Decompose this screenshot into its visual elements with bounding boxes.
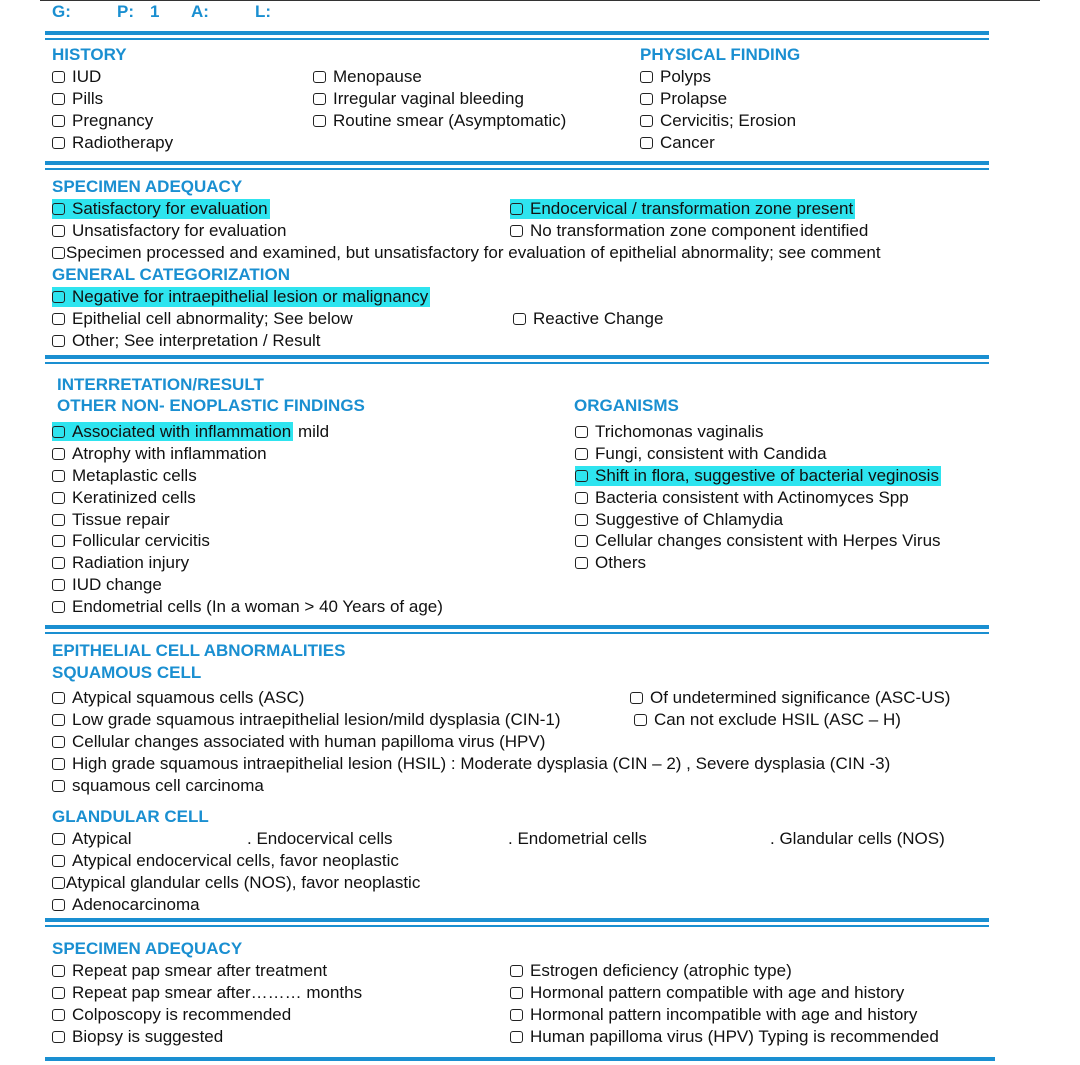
checkbox-icon[interactable] bbox=[52, 137, 65, 149]
glandular-title: GLANDULAR CELL bbox=[52, 807, 209, 826]
organism-others[interactable]: Others bbox=[575, 553, 646, 573]
glandular-endometrial-option[interactable]: . Endometrial cells bbox=[508, 829, 647, 848]
finding-radiation[interactable]: Radiation injury bbox=[52, 553, 189, 573]
divider bbox=[45, 918, 989, 922]
history-irregular-bleeding[interactable]: Irregular vaginal bleeding bbox=[313, 89, 524, 109]
para-value: 1 bbox=[150, 2, 160, 21]
checkbox-icon[interactable] bbox=[52, 71, 65, 83]
checkbox-icon[interactable] bbox=[575, 557, 588, 569]
recommend-hpv-typing[interactable]: Human papilloma virus (HPV) Typing is recommended bbox=[510, 1027, 939, 1047]
general-negative[interactable]: Negative for intraepithelial lesion or malignancy bbox=[52, 287, 430, 307]
checkbox-icon[interactable] bbox=[52, 579, 65, 591]
checkbox-icon[interactable] bbox=[52, 833, 65, 845]
organism-shift-flora[interactable]: Shift in flora, suggestive of bacterial veginosis bbox=[575, 466, 941, 486]
checkbox-icon[interactable] bbox=[52, 426, 65, 438]
finding-iud[interactable]: IUD change bbox=[52, 575, 162, 595]
checkbox-icon[interactable] bbox=[575, 514, 588, 526]
recommend-hormonal-incompatible[interactable]: Hormonal pattern incompatible with age and history bbox=[510, 1005, 917, 1025]
divider bbox=[45, 31, 989, 35]
checkbox-icon[interactable] bbox=[313, 71, 326, 83]
physical-polyps[interactable]: Polyps bbox=[640, 67, 711, 87]
recommend-estrogen[interactable]: Estrogen deficiency (atrophic type) bbox=[510, 961, 792, 981]
checkbox-icon[interactable] bbox=[52, 877, 65, 889]
adequacy-title: SPECIMEN ADEQUACY bbox=[52, 177, 243, 196]
divider bbox=[45, 925, 989, 927]
glandular-adenocarcinoma[interactable]: Adenocarcinoma bbox=[52, 895, 200, 915]
general-title: GENERAL CATEGORIZATION bbox=[52, 265, 290, 284]
glandular-endocervical-option[interactable]: . Endocervical cells bbox=[247, 829, 393, 848]
divider bbox=[45, 1057, 995, 1061]
physical-title: PHYSICAL FINDING bbox=[640, 45, 801, 64]
checkbox-icon[interactable] bbox=[52, 601, 65, 613]
recommend-repeat-months[interactable]: Repeat pap smear after……… months bbox=[52, 983, 362, 1003]
checkbox-icon[interactable] bbox=[52, 470, 65, 482]
non-neoplastic-title: OTHER NON- ENOPLASTIC FINDINGS bbox=[57, 396, 365, 415]
divider bbox=[45, 168, 989, 170]
checkbox-icon[interactable] bbox=[513, 313, 526, 325]
checkbox-icon[interactable] bbox=[52, 313, 65, 325]
checkbox-icon[interactable] bbox=[52, 291, 65, 303]
checkbox-icon[interactable] bbox=[510, 1009, 523, 1021]
general-epithelial[interactable]: Epithelial cell abnormality; See below bbox=[52, 309, 353, 329]
finding-tissue-repair[interactable]: Tissue repair bbox=[52, 510, 170, 530]
organism-fungi[interactable]: Fungi, consistent with Candida bbox=[575, 444, 827, 464]
glandular-nos-option[interactable]: . Glandular cells (NOS) bbox=[770, 829, 945, 848]
squamous-hsil[interactable]: High grade squamous intraepithelial lesion (HSIL) : Moderate dysplasia (CIN – 2) , Severe dysplasia (CIN -3) bbox=[52, 754, 890, 774]
checkbox-icon[interactable] bbox=[52, 225, 65, 237]
divider bbox=[45, 632, 989, 634]
checkbox-icon[interactable] bbox=[510, 965, 523, 977]
recommend-colposcopy[interactable]: Colposcopy is recommended bbox=[52, 1005, 291, 1025]
checkbox-icon[interactable] bbox=[52, 492, 65, 504]
history-menopause[interactable]: Menopause bbox=[313, 67, 422, 87]
checkbox-icon[interactable] bbox=[52, 855, 65, 867]
adequacy-endocervical[interactable]: Endocervical / transformation zone present bbox=[510, 199, 855, 219]
checkbox-icon[interactable] bbox=[640, 115, 653, 127]
adequacy-no-tz[interactable]: No transformation zone component identified bbox=[510, 221, 868, 241]
epithelial-title: EPITHELIAL CELL ABNORMALITIES bbox=[52, 641, 346, 660]
finding-metaplastic[interactable]: Metaplastic cells bbox=[52, 466, 197, 486]
squamous-asc-h[interactable]: Can not exclude HSIL (ASC – H) bbox=[634, 710, 901, 730]
checkbox-icon[interactable] bbox=[52, 1009, 65, 1021]
checkbox-icon[interactable] bbox=[52, 514, 65, 526]
checkbox-icon[interactable] bbox=[52, 448, 65, 460]
history-radiotherapy[interactable]: Radiotherapy bbox=[52, 133, 173, 153]
squamous-lsil[interactable]: Low grade squamous intraepithelial lesion/mild dysplasia (CIN-1) bbox=[52, 710, 561, 730]
checkbox-icon[interactable] bbox=[640, 71, 653, 83]
checkbox-icon[interactable] bbox=[634, 714, 647, 726]
organism-herpes[interactable]: Cellular changes consistent with Herpes Virus bbox=[575, 531, 941, 551]
general-other[interactable]: Other; See interpretation / Result bbox=[52, 331, 321, 351]
divider bbox=[45, 355, 989, 359]
glandular-endocervical-neoplastic[interactable]: Atypical endocervical cells, favor neoplastic bbox=[52, 851, 399, 871]
checkbox-icon[interactable] bbox=[52, 780, 65, 792]
history-iud[interactable]: IUD bbox=[52, 67, 101, 87]
squamous-hpv[interactable]: Cellular changes associated with human papilloma virus (HPV) bbox=[52, 732, 545, 752]
checkbox-icon[interactable] bbox=[510, 987, 523, 999]
adequacy-satisfactory[interactable]: Satisfactory for evaluation bbox=[52, 199, 270, 219]
organism-trichomonas[interactable]: Trichomonas vaginalis bbox=[575, 422, 764, 442]
checkbox-icon[interactable] bbox=[52, 535, 65, 547]
checkbox-icon[interactable] bbox=[52, 115, 65, 127]
checkbox-icon[interactable] bbox=[52, 714, 65, 726]
checkbox-icon[interactable] bbox=[510, 203, 523, 215]
interpretation-title: INTERRETATION/RESULT bbox=[57, 375, 264, 394]
adequacy-unsatisfactory[interactable]: Unsatisfactory for evaluation bbox=[52, 221, 287, 241]
history-routine-smear[interactable]: Routine smear (Asymptomatic) bbox=[313, 111, 566, 131]
checkbox-icon[interactable] bbox=[52, 203, 65, 215]
squamous-asc[interactable]: Atypical squamous cells (ASC) bbox=[52, 688, 304, 708]
checkbox-icon[interactable] bbox=[510, 1031, 523, 1043]
checkbox-icon[interactable] bbox=[52, 987, 65, 999]
checkbox-icon[interactable] bbox=[575, 448, 588, 460]
finding-atrophy[interactable]: Atrophy with inflammation bbox=[52, 444, 267, 464]
checkbox-icon[interactable] bbox=[52, 965, 65, 977]
squamous-asc-us[interactable]: Of undetermined significance (ASC-US) bbox=[630, 688, 950, 708]
checkbox-icon[interactable] bbox=[510, 225, 523, 237]
general-reactive[interactable]: Reactive Change bbox=[513, 309, 663, 329]
organisms-title: ORGANISMS bbox=[574, 396, 679, 415]
adequacy-processed[interactable]: Specimen processed and examined, but unsatisfactory for evaluation of epithelial abnormality; see comment bbox=[52, 243, 881, 263]
checkbox-icon[interactable] bbox=[52, 557, 65, 569]
checkbox-icon[interactable] bbox=[52, 247, 65, 259]
living-label: L: bbox=[255, 2, 272, 21]
checkbox-icon[interactable] bbox=[52, 335, 65, 347]
finding-endometrial[interactable]: Endometrial cells (In a woman > 40 Years of age) bbox=[52, 597, 443, 617]
checkbox-icon[interactable] bbox=[630, 692, 643, 704]
checkbox-icon[interactable] bbox=[52, 758, 65, 770]
divider bbox=[45, 161, 989, 165]
recommend-biopsy[interactable]: Biopsy is suggested bbox=[52, 1027, 223, 1047]
physical-prolapse[interactable]: Prolapse bbox=[640, 89, 727, 109]
checkbox-icon[interactable] bbox=[52, 1031, 65, 1043]
physical-cancer[interactable]: Cancer bbox=[640, 133, 715, 153]
divider bbox=[45, 362, 989, 364]
checkbox-icon[interactable] bbox=[575, 535, 588, 547]
checkbox-icon[interactable] bbox=[52, 899, 65, 911]
checkbox-icon[interactable] bbox=[52, 692, 65, 704]
finding-follicular[interactable]: Follicular cervicitis bbox=[52, 531, 210, 551]
checkbox-icon[interactable] bbox=[52, 736, 65, 748]
recommend-repeat-treatment[interactable]: Repeat pap smear after treatment bbox=[52, 961, 327, 981]
history-pregnancy[interactable]: Pregnancy bbox=[52, 111, 153, 131]
finding-inflammation[interactable]: Associated with inflammation mild bbox=[52, 422, 329, 442]
finding-keratinized[interactable]: Keratinized cells bbox=[52, 488, 196, 508]
checkbox-icon[interactable] bbox=[52, 93, 65, 105]
gravida-label: G: bbox=[52, 2, 71, 21]
checkbox-icon[interactable] bbox=[313, 93, 326, 105]
divider bbox=[45, 625, 989, 629]
recommend-hormonal-compatible[interactable]: Hormonal pattern compatible with age and history bbox=[510, 983, 904, 1003]
checkbox-icon[interactable] bbox=[640, 93, 653, 105]
checkbox-icon[interactable] bbox=[575, 492, 588, 504]
abortion-label: A: bbox=[191, 2, 209, 21]
organism-chlamydia[interactable]: Suggestive of Chlamydia bbox=[575, 510, 783, 530]
physical-cervicitis[interactable]: Cervicitis; Erosion bbox=[640, 111, 796, 131]
inflammation-grade: mild bbox=[297, 422, 330, 441]
organism-actinomyces[interactable]: Bacteria consistent with Actinomyces Spp bbox=[575, 488, 909, 508]
top-border bbox=[40, 0, 1040, 1]
checkbox-icon[interactable] bbox=[575, 426, 588, 438]
squamous-title: SQUAMOUS CELL bbox=[52, 663, 202, 682]
para-label: P: bbox=[117, 2, 134, 21]
glandular-nos-neoplastic[interactable]: Atypical glandular cells (NOS), favor neoplastic bbox=[52, 873, 420, 893]
squamous-carcinoma[interactable]: squamous cell carcinoma bbox=[52, 776, 264, 796]
divider bbox=[45, 38, 989, 40]
checkbox-icon[interactable] bbox=[313, 115, 326, 127]
checkbox-icon[interactable] bbox=[640, 137, 653, 149]
recommend-title: SPECIMEN ADEQUACY bbox=[52, 939, 243, 958]
history-title: HISTORY bbox=[52, 45, 127, 64]
history-pills[interactable]: Pills bbox=[52, 89, 103, 109]
glandular-atypical[interactable]: Atypical bbox=[52, 829, 132, 849]
checkbox-icon[interactable] bbox=[575, 470, 588, 482]
